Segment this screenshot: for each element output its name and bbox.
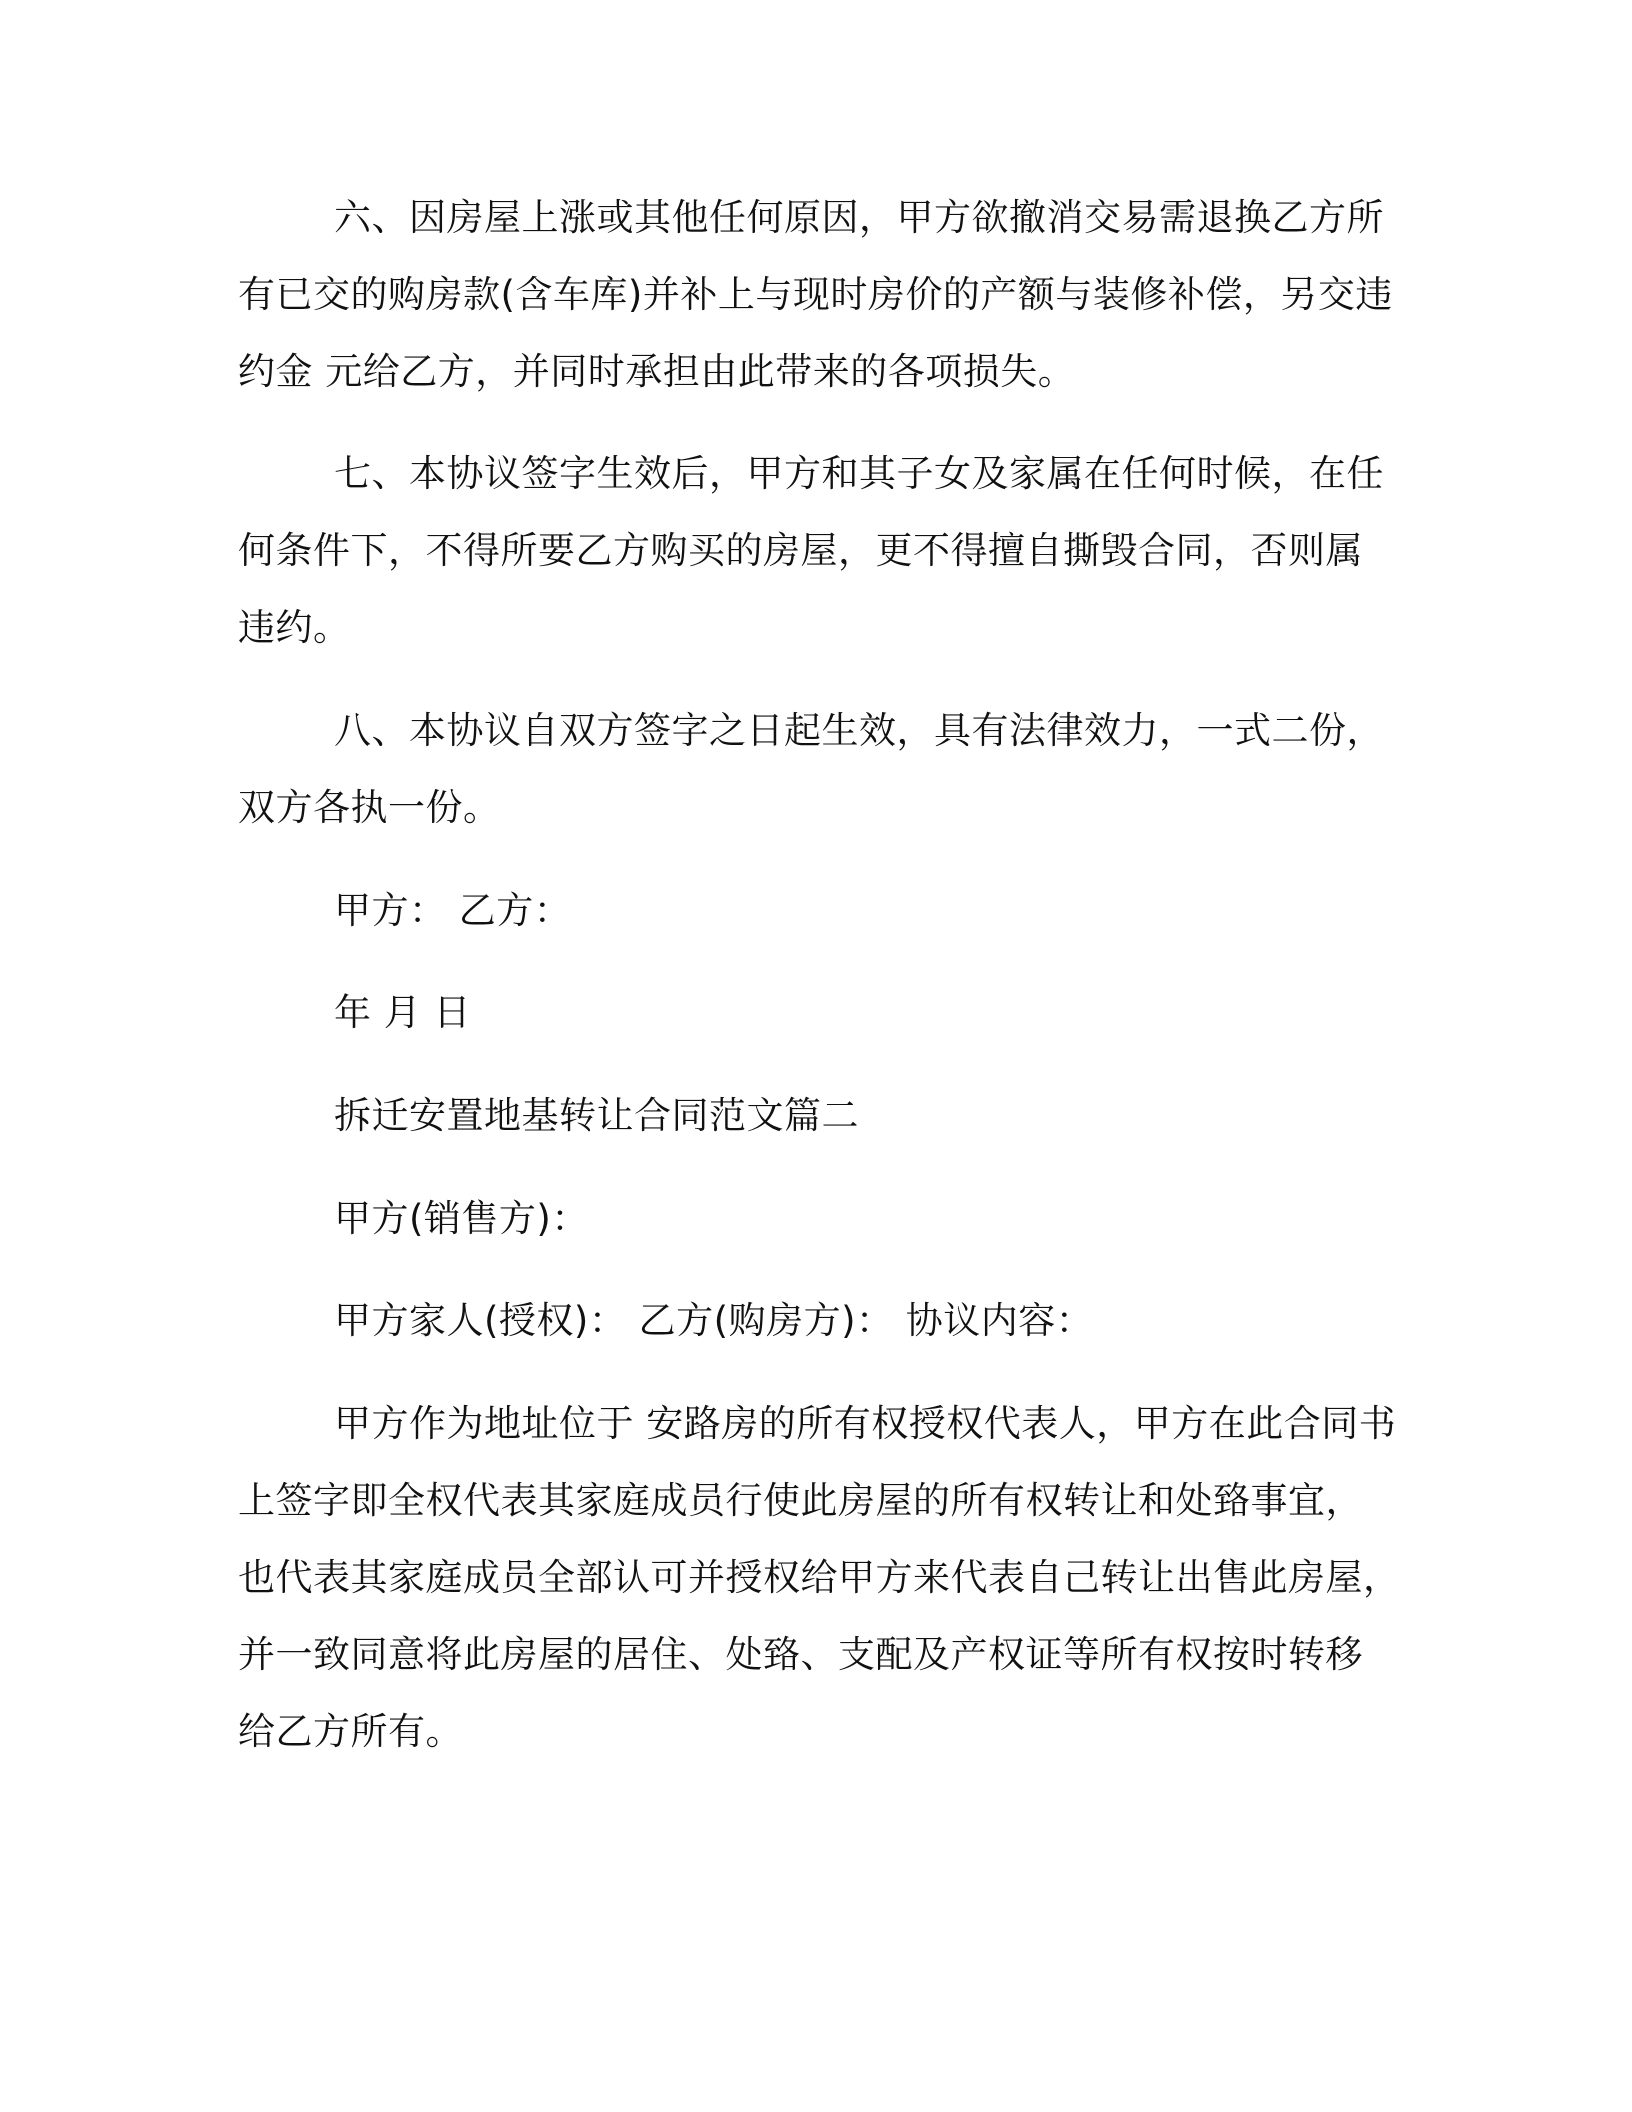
- clause-7-line-3: 违约。: [238, 606, 351, 649]
- clause-8-line-1: 八、本协议自双方签字之日起生效，具有法律效力，一式二份，: [334, 709, 1384, 752]
- clause-8-line-2: 双方各执一份。: [238, 786, 501, 829]
- date-line: 年 月 日: [334, 991, 472, 1034]
- signature-line: 甲方： 乙方：: [334, 889, 572, 932]
- parties-line: 甲方家人(授权)： 乙方(购房方)： 协议内容：: [334, 1299, 1094, 1342]
- clause-7-line-1: 七、本协议签字生效后，甲方和其子女及家属在任何时候，在任: [334, 452, 1384, 495]
- content-line-2: 上签字即全权代表其家庭成员行使此房屋的所有权转让和处臵事宜，: [238, 1479, 1363, 1522]
- content-line-3: 也代表其家庭成员全部认可并授权给甲方来代表自己转让出售此房屋，: [238, 1556, 1401, 1599]
- clause-7-line-2: 何条件下，不得所要乙方购买的房屋，更不得擅自撕毁合同，否则属: [238, 529, 1363, 572]
- party-a-line: 甲方(销售方)：: [334, 1197, 589, 1240]
- clause-6-line-2: 有已交的购房款(含车库)并补上与现时房价的产额与装修补偿，另交违: [238, 273, 1393, 316]
- clause-6-line-3: 约金 元给乙方，并同时承担由此带来的各项损失。: [238, 350, 1076, 393]
- content-line-4: 并一致同意将此房屋的居住、处臵、支配及产权证等所有权按时转移: [238, 1633, 1363, 1676]
- section-title: 拆迁安置地基转让合同范文篇二: [334, 1094, 859, 1137]
- content-line-5: 给乙方所有。: [238, 1710, 463, 1753]
- clause-6-line-1: 六、因房屋上涨或其他任何原因，甲方欲撤消交易需退换乙方所: [334, 196, 1384, 239]
- content-line-1: 甲方作为地址位于 安路房的所有权授权代表人，甲方在此合同书: [334, 1402, 1397, 1445]
